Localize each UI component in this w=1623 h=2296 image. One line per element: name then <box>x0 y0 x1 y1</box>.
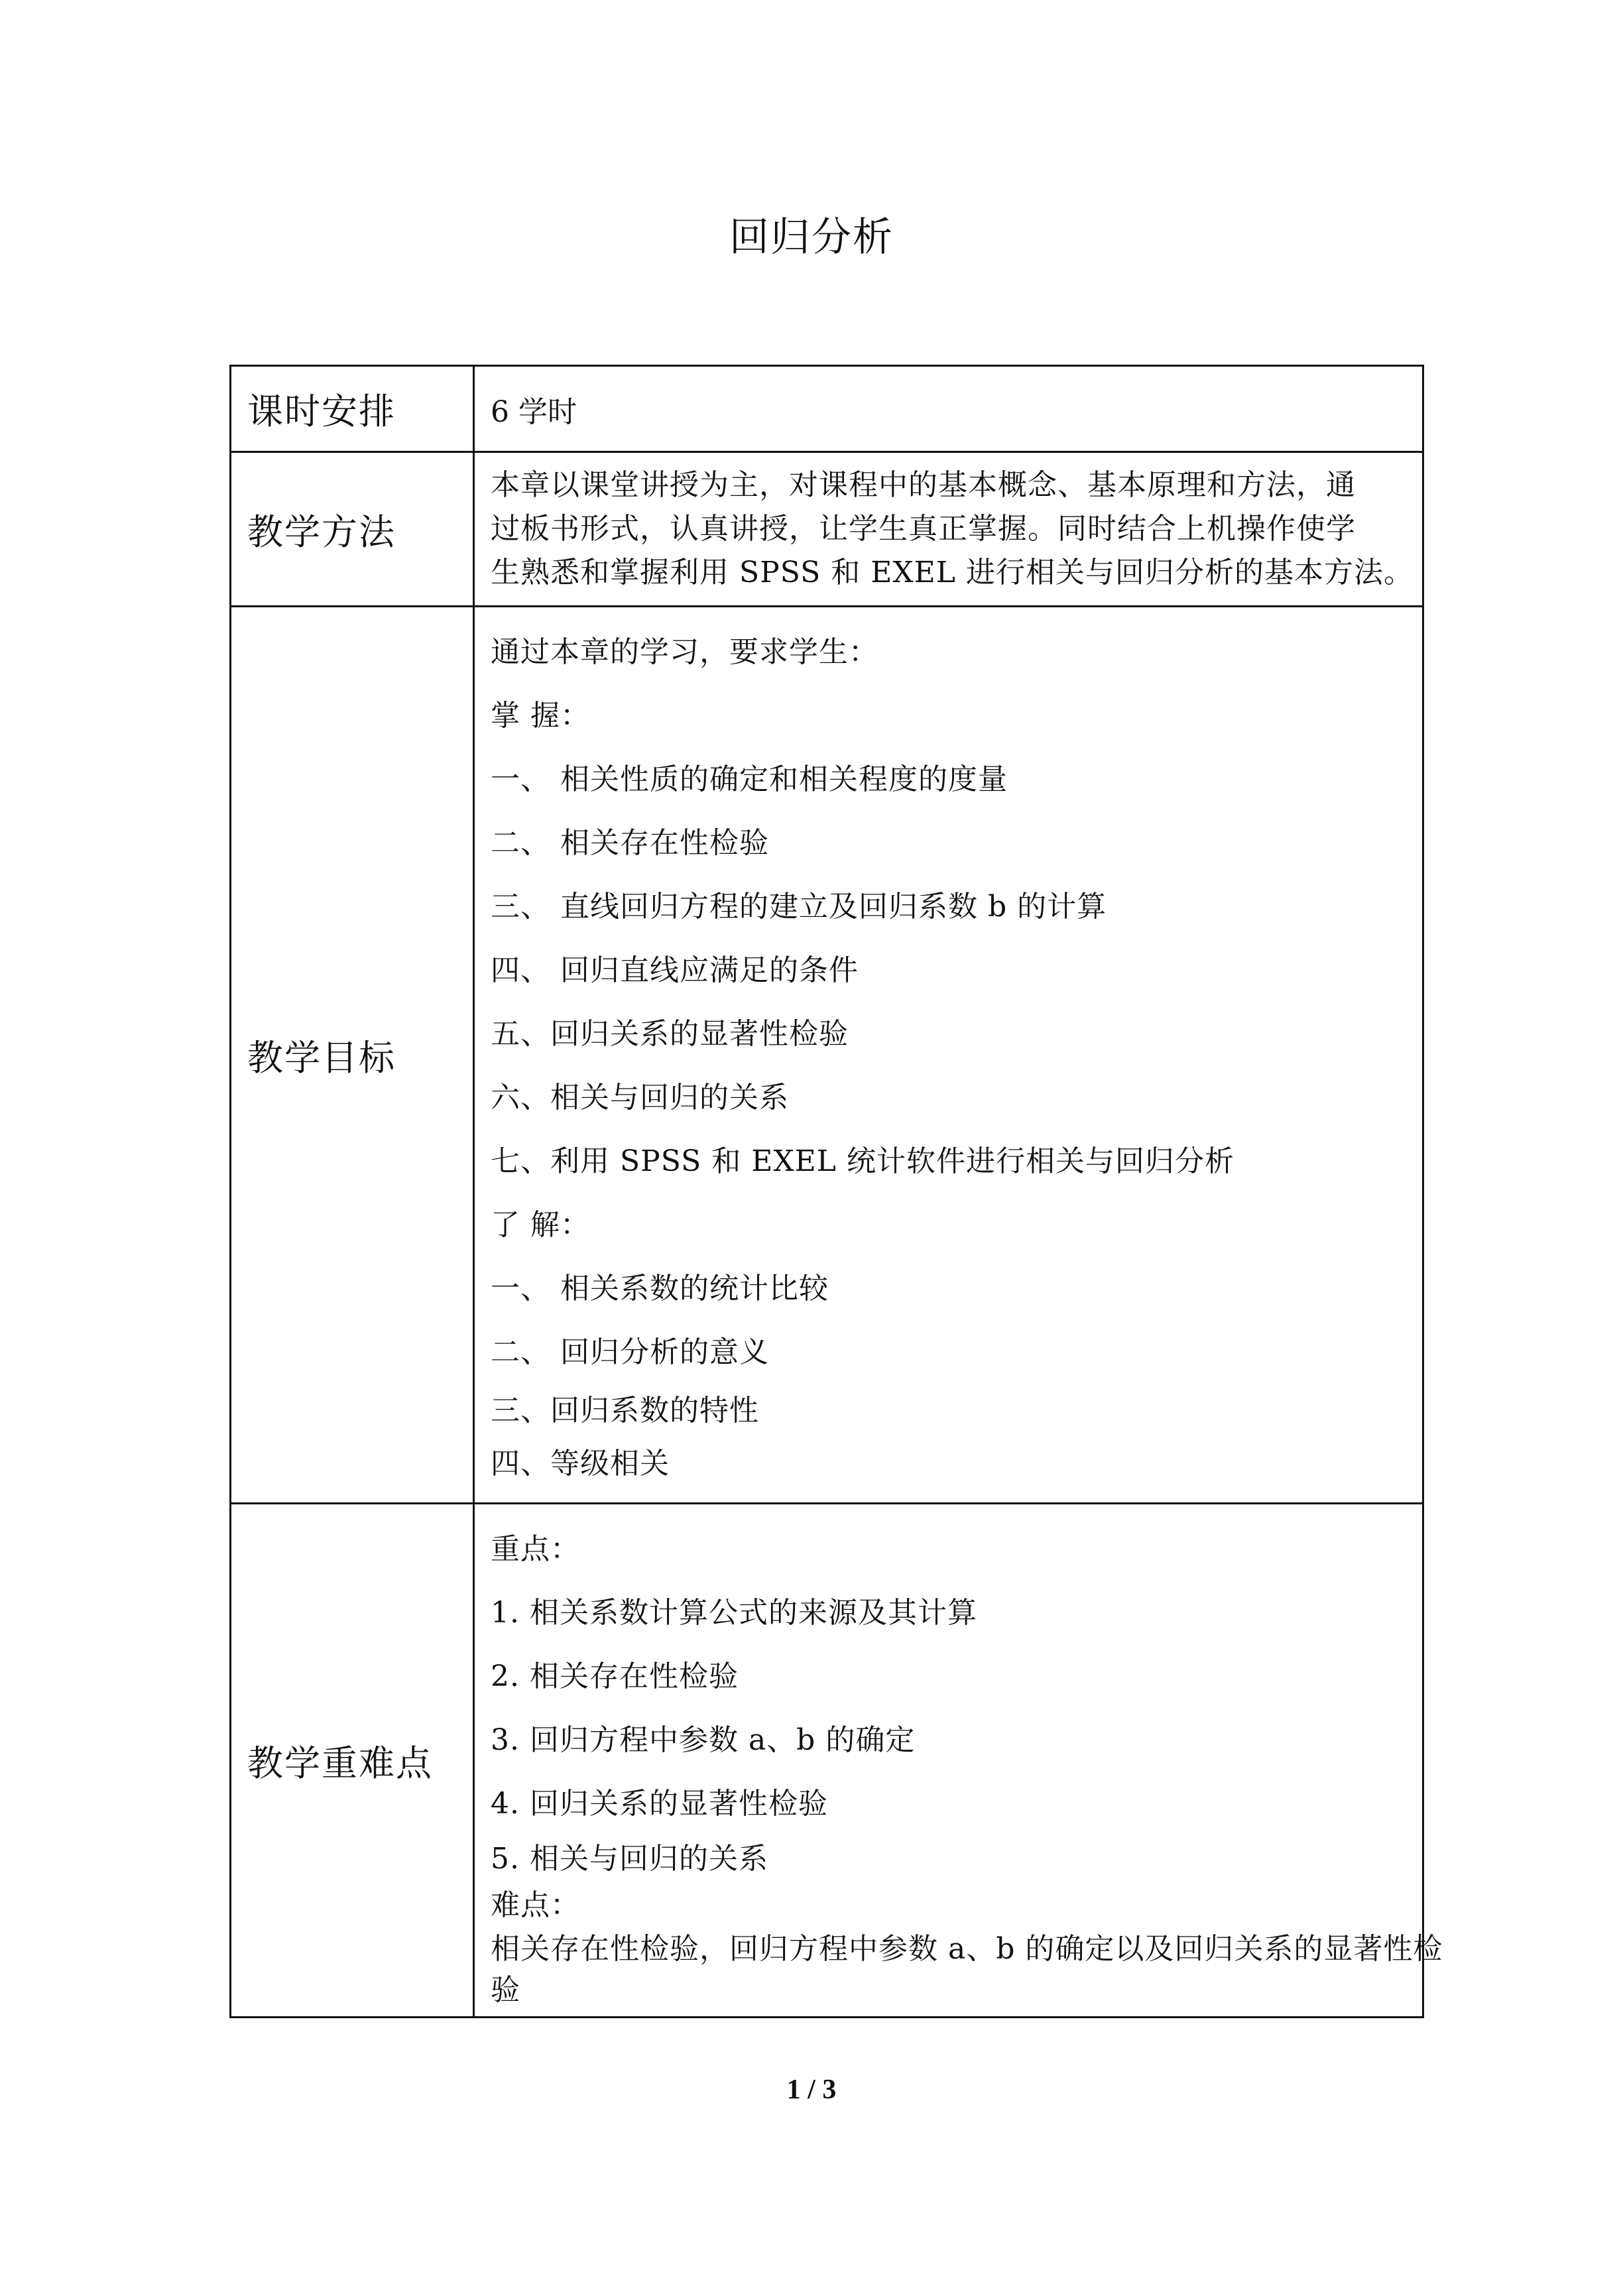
key-points-label: 教学重难点 <box>231 1504 474 2018</box>
key-item: 5. 相关与回归的关系 <box>491 1842 768 1876</box>
row-method <box>231 452 1423 607</box>
document-title: 回归分析 <box>729 214 894 261</box>
goal-line: 四、等级相关 <box>491 1447 670 1480</box>
key-item: 3. 回归方程中参数 a、b 的确定 <box>491 1723 916 1757</box>
method-line: 本章以课堂讲授为主，对课程中的基本概念、基本原理和方法，通 <box>491 468 1356 502</box>
goal-line: 三、 直线回归方程的建立及回归系数 b 的计算 <box>491 890 1107 924</box>
goal-line: 二、 回归分析的意义 <box>491 1335 769 1369</box>
row-schedule <box>231 366 1423 452</box>
goals-label: 教学目标 <box>231 607 474 1504</box>
method-line: 生熟悉和掌握利用 SPSS 和 EXEL 进行相关与回归分析的基本方法。 <box>491 556 1413 589</box>
method-label: 教学方法 <box>231 452 474 607</box>
goal-line: 六、相关与回归的关系 <box>491 1081 789 1115</box>
goal-line: 五、回归关系的显著性检验 <box>491 1017 849 1051</box>
lesson-plan-table <box>229 365 1443 2018</box>
difficulty-text: 相关存在性检验，回归方程中参数 a、b 的确定以及回归关系的显著性检验 <box>491 1932 1443 2007</box>
key-points-content <box>474 1504 1443 2018</box>
goal-line: 四、 回归直线应满足的条件 <box>491 953 859 987</box>
goal-line: 通过本章的学习，要求学生： <box>491 635 878 669</box>
schedule-value: 6 学时 <box>474 366 1423 452</box>
row-key-points <box>231 1504 1423 2018</box>
goals-content <box>474 607 1423 1504</box>
key-item: 2. 相关存在性检验 <box>491 1660 739 1693</box>
schedule-label: 课时安排 <box>231 366 474 452</box>
key-item: 1. 相关系数计算公式的来源及其计算 <box>491 1596 977 1630</box>
page-number: 1 / 3 <box>786 2075 837 2105</box>
goal-line: 掌 握： <box>491 699 590 733</box>
goal-line: 七、利用 SPSS 和 EXEL 统计软件进行相关与回归分析 <box>491 1144 1234 1178</box>
key-item: 4. 回归关系的显著性检验 <box>491 1787 828 1821</box>
goal-line: 二、 相关存在性检验 <box>491 826 769 860</box>
goal-line: 了 解： <box>491 1208 590 1242</box>
goal-line: 一、 相关性质的确定和相关程度的度量 <box>491 762 1008 796</box>
goal-line: 三、回归系数的特性 <box>491 1394 759 1427</box>
difficulty-heading: 难点： <box>491 1888 580 1922</box>
method-line: 过板书形式，认真讲授，让学生真正掌握。同时结合上机操作使学 <box>491 512 1356 546</box>
key-heading: 重点： <box>491 1532 580 1566</box>
method-text <box>474 452 1423 607</box>
goal-line: 一、 相关系数的统计比较 <box>491 1272 829 1305</box>
row-goals <box>231 607 1423 1504</box>
